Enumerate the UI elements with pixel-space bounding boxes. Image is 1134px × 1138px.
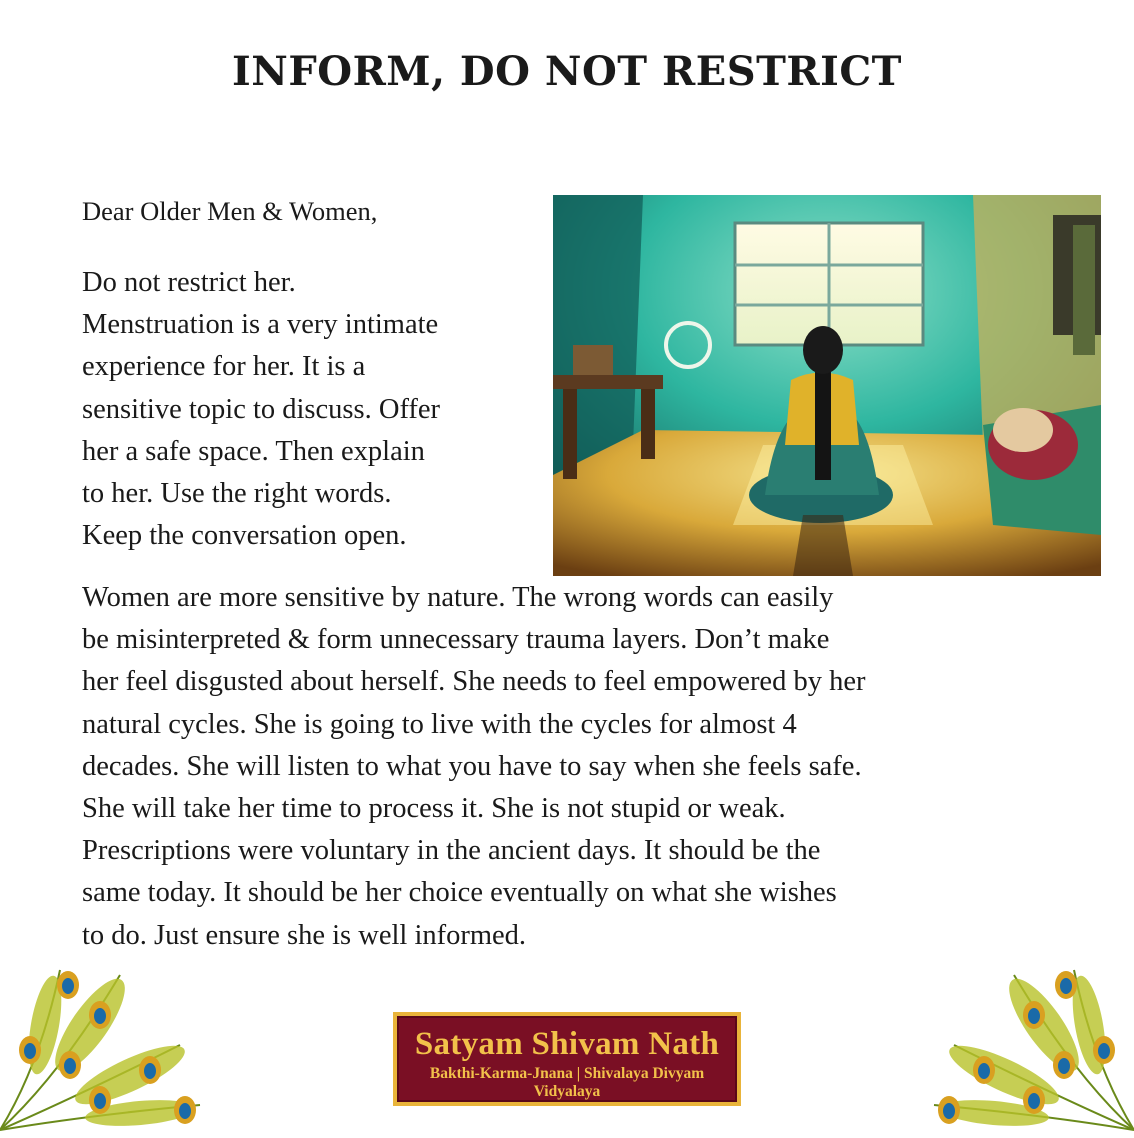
body-line: her feel disgusted about herself. She needs to feel empowered by her	[82, 666, 866, 698]
intro-line: Menstruation is a very intimate	[82, 309, 439, 341]
peacock-feather-icon	[0, 955, 215, 1134]
body-line: She will take her time to process it. She is not stupid or weak.	[82, 793, 786, 825]
intro-line: sensitive topic to discuss. Offer	[82, 393, 441, 425]
brand-tagline: Bakthi-Karma-Jnana | Shivalaya Divyam Vidyalaya	[429, 1065, 705, 1100]
room-scene-image	[553, 195, 1101, 576]
body-line: Women are more sensitive by nature. The wrong words can easily	[82, 582, 834, 613]
body-line: decades. She will listen to what you have to say when she feels safe.	[82, 750, 862, 782]
body-paragraph	[82, 577, 1112, 957]
girl-sitting-illustration	[553, 195, 1101, 576]
intro-line: to her. Use the right words.	[82, 478, 392, 510]
body-line: to do. Just ensure she is well informed.	[82, 919, 527, 951]
page-title: INFORM, DO NOT RESTRICT	[232, 48, 902, 95]
body-line: same today. It should be her choice eventually on what she wishes	[82, 877, 837, 909]
intro-line: Do not restrict her.	[82, 267, 296, 298]
body-line: be misinterpreted & form unnecessary trauma layers. Don’t make	[82, 624, 830, 656]
intro-paragraph	[82, 262, 554, 557]
intro-line: her a safe space. Then explain	[82, 435, 425, 467]
body-line: natural cycles. She is going to live with the cycles for almost 4	[82, 708, 797, 740]
brand-name: Satyam Shivam Nath	[414, 1026, 720, 1062]
intro-line: Keep the conversation open.	[82, 520, 407, 552]
body-line: Prescriptions were voluntary in the ancient days. It should be the	[82, 835, 821, 867]
brand-logo	[393, 1012, 741, 1106]
greeting-text: Dear Older Men & Women,	[82, 196, 378, 226]
intro-line: experience for her. It is a	[82, 351, 366, 383]
peacock-feather-icon	[918, 955, 1134, 1134]
